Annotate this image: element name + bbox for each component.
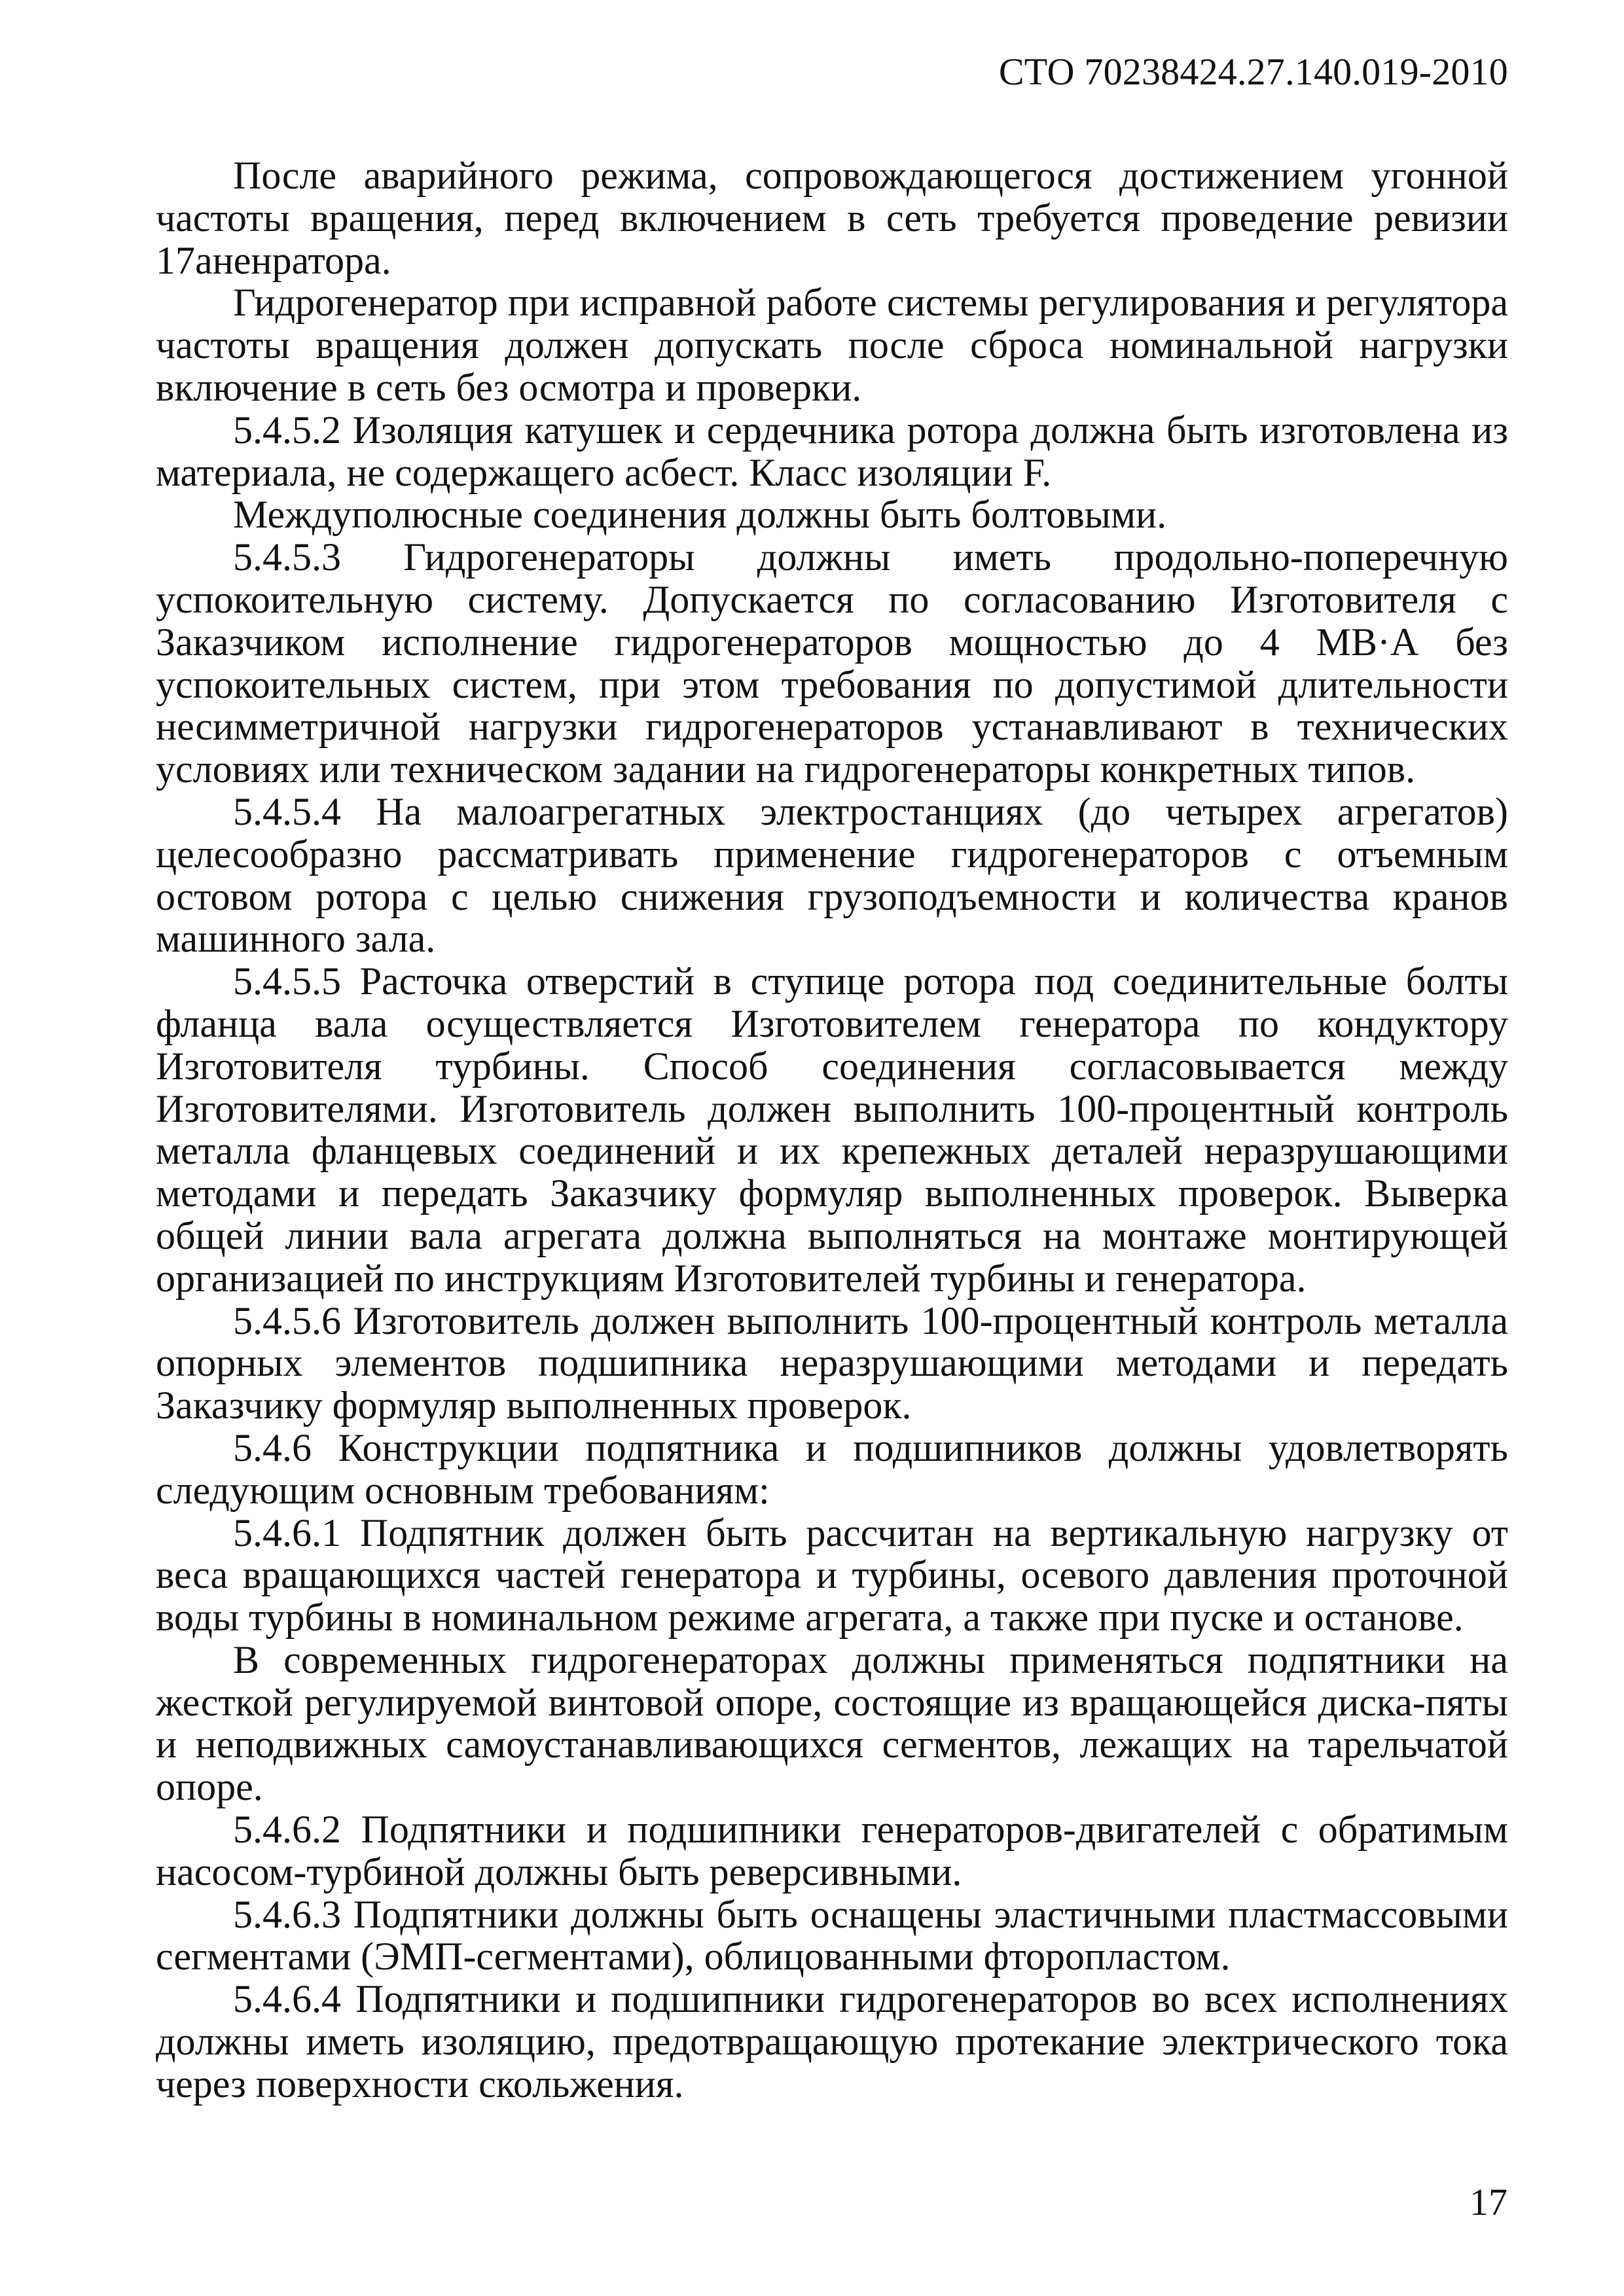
- paragraph-modern-thrust-bearings: В современных гидрогенераторах должны применяться подпятники на жесткой регулируемой винтовой опоре, состоящие из вращающейся диска-пяты и неподвижных самоустанавливающихся сегментов, лежащих на тарельчатой опоре.: [156, 1638, 1508, 1809]
- paragraph-5-4-6-3: 5.4.6.3 Подпятники должны быть оснащены эластичными пластмассовыми сегментами (ЭМП-сегментами), облицованными фторопластом.: [156, 1892, 1508, 1979]
- document-body: [156, 154, 1508, 2106]
- paragraph-interpole-connections: Междуполюсные соединения должны быть болтовыми.: [233, 493, 1167, 537]
- paragraph-5-4-5-2: 5.4.5.2 Изоляция катушек и сердечника ротора должна быть изготовлена из материала, не содержащего асбест. Класс изоляции F.: [156, 408, 1508, 494]
- paragraph-regulation: Гидрогенератор при исправной работе системы регулирования и регулятора частоты вращения должен допускать после сброса номинальной нагрузки включение в сеть без осмотра и проверки.: [156, 281, 1508, 409]
- paragraph-5-4-5-6: 5.4.5.6 Изготовитель должен выполнить 100-процентный контроль металла опорных элементов подшипника неразрушающими методами и передать Заказчику формуляр выполненных проверок.: [156, 1299, 1508, 1427]
- paragraph-5-4-6: 5.4.6 Конструкции подпятника и подшипников должны удовлетворять следующим основным требованиям:: [156, 1426, 1508, 1512]
- paragraph-5-4-5-5: 5.4.5.5 Расточка отверстий в ступице ротора под соединительные болты фланца вала осуществляется Изготовителем генератора по кондуктору Изготовителя турбины. Способ соединения согласовывается между Изготовителями. Изготовитель должен выполнить 100-процентный контроль металла фланцевых соединений и их крепежных деталей неразрушающими методами и передать Заказчику формуляр выполненных проверок. Выверка общей линии вала агрегата должна выполняться на монтаже монтирующей организацией по инструкциям Изготовителей турбины и генератора.: [156, 960, 1508, 1300]
- paragraph-5-4-6-1: 5.4.6.1 Подпятник должен быть рассчитан на вертикальную нагрузку от веса вращающихся частей генератора и турбины, осевого давления проточной воды турбины в номинальном режиме агрегата, а также при пуске и останове.: [156, 1511, 1508, 1640]
- paragraph-5-4-5-3: 5.4.5.3 Гидрогенераторы должны иметь продольно-поперечную успокоительную систему. Допускается по согласованию Изготовителя с Заказчиком исполнение гидрогенераторов мощностью до 4 МВ·А без успокоительных систем, при этом требования по допустимой длительности несимметричной нагрузки гидрогенераторов устанавливают в технических условиях или техническом задании на гидрогенераторы конкретных типов.: [156, 535, 1508, 791]
- document-code-header: СТО 70238424.27.140.019-2010: [998, 50, 1508, 93]
- paragraph-5-4-6-4: 5.4.6.4 Подпятники и подшипники гидрогенераторов во всех исполнениях должны иметь изоляцию, предотвращающую протекание электрического тока через поверхности скольжения.: [156, 1977, 1508, 2106]
- paragraph-5-4-6-2: 5.4.6.2 Подпятники и подшипники генераторов-двигателей с обратимым насосом-турбиной должны быть реверсивными.: [156, 1808, 1508, 1893]
- paragraph-5-4-5-4: 5.4.5.4 На малоагрегатных электростанциях (до четырех агрегатов) целесообразно рассматривать применение гидрогенераторов с отъемным остовом ротора с целью снижения грузоподъемности и количества кранов машинного зала.: [156, 789, 1508, 961]
- page-number: 17: [1470, 2181, 1507, 2223]
- paragraph-post-emergency: После аварийного режима, сопровождающегося достижением угонной частоты вращения, перед включением в сеть требуется проведение ревизии 17аненратора.: [156, 154, 1508, 282]
